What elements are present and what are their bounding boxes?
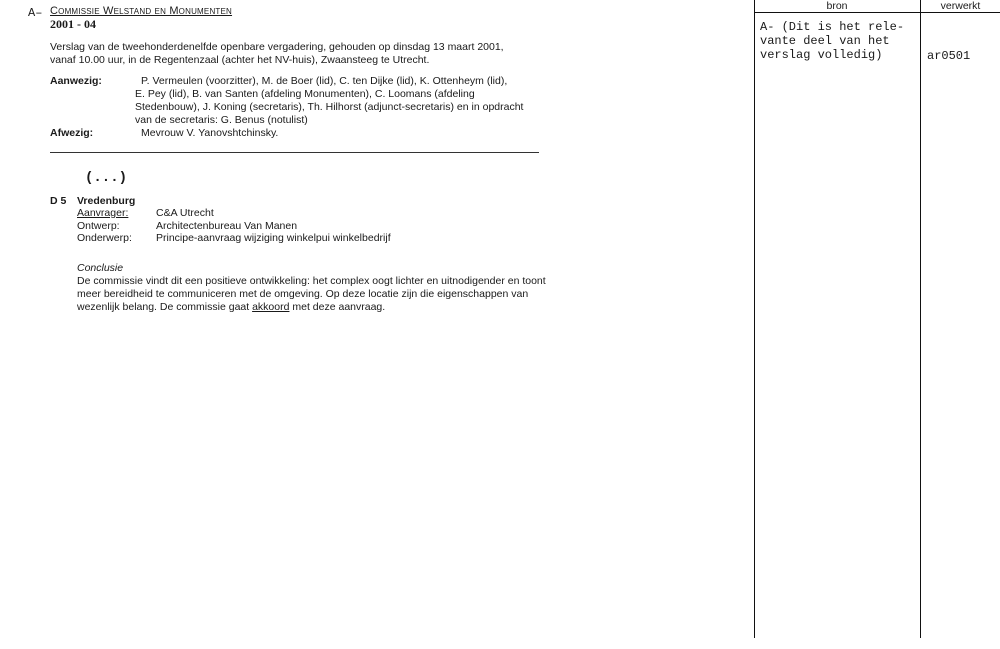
conclusion-line-2: meer bereidheid te communiceren met de omgeving. Op deze locatie zijn die eigenschappen van — [77, 288, 529, 300]
section-divider — [50, 152, 539, 153]
item-title: Vredenburg — [77, 195, 136, 207]
present-line-2: E. Pey (lid), B. van Santen (afdeling Monumenten), C. Loomans (afdeling — [135, 88, 475, 100]
present-line-4: van de secretaris: G. Benus (notulist) — [135, 114, 308, 126]
field-label-design: Ontwerp: — [77, 220, 120, 232]
column-header-bron: bron — [826, 0, 848, 12]
field-value-applicant: C&A Utrecht — [156, 207, 214, 219]
verwerkt-code: ar0501 — [927, 49, 971, 63]
absent-label: Afwezig: — [50, 127, 94, 139]
margin-marker: A– — [28, 6, 43, 20]
omission-marker: (...) — [85, 170, 128, 186]
commission-title: Commissie Welstand en Monumenten — [50, 5, 233, 17]
present-label: Aanwezig: — [50, 75, 102, 87]
akkoord-underlined: akkoord — [252, 301, 290, 313]
conclusion-line-3 — [77, 301, 385, 314]
field-label-applicant: Aanvrager: — [77, 207, 129, 219]
bron-note-line-3: verslag volledig) — [760, 48, 883, 62]
report-number: 2001 - 04 — [50, 17, 96, 31]
conclusion-label: Conclusie — [77, 262, 124, 274]
absent-value: Mevrouw V. Yanovshtchinsky. — [141, 127, 279, 139]
column-header-verwerkt: verwerkt — [940, 0, 981, 12]
bron-note-line-2: vante deel van het — [760, 34, 890, 48]
table-middle-rule — [920, 0, 921, 638]
conclusion-text-before: wezenlijk belang. De commissie gaat — [77, 301, 253, 313]
bron-note-line-1: A- (Dit is het rele- — [760, 20, 905, 34]
field-value-design: Architectenbureau Van Manen — [156, 220, 298, 232]
table-left-rule — [754, 0, 755, 638]
conclusion-text-after: met deze aanvraag. — [289, 301, 386, 313]
item-code: D 5 — [50, 195, 67, 207]
table-header-rule — [754, 12, 1000, 13]
conclusion-line-1: De commissie vindt dit een positieve ontwikkeling: het complex oogt lichter en uitnodigender en toont — [77, 275, 546, 287]
present-line-1: P. Vermeulen (voorzitter), M. de Boer (lid), C. ten Dijke (lid), K. Ottenheym (lid), — [141, 75, 508, 87]
present-line-3: Stedenbouw), J. Koning (secretaris), Th. Hilhorst (adjunct-secretaris) en in opdracht — [135, 101, 524, 113]
intro-line-1: Verslag van de tweehonderdenelfde openbare vergadering, gehouden op dinsdag 13 maart 2001, — [50, 41, 504, 53]
field-label-subject: Onderwerp: — [77, 232, 132, 244]
field-value-subject: Principe-aanvraag wijziging winkelpui winkelbedrijf — [156, 232, 391, 244]
intro-line-2: vanaf 10.00 uur, in de Regentenzaal (achter het NV-huis), Zwaansteeg te Utrecht. — [50, 54, 430, 66]
